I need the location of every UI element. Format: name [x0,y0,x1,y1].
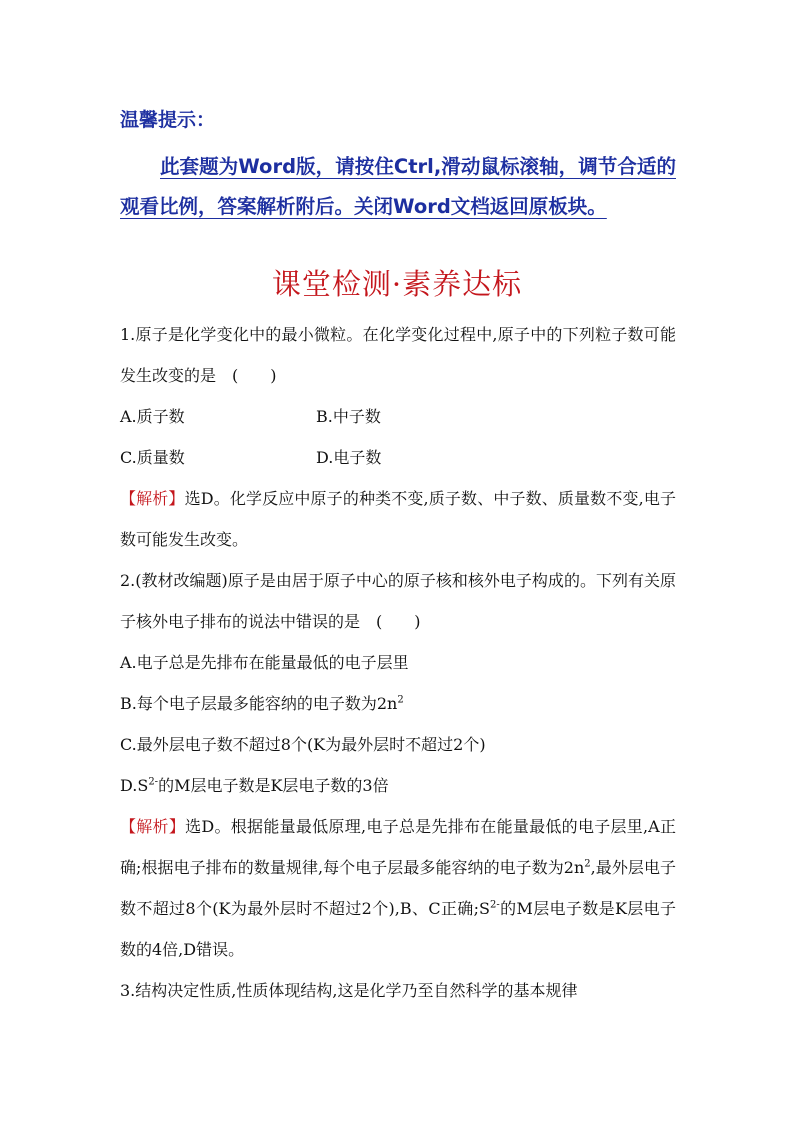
q2-option-d [120,765,676,806]
notice-title: 温馨提示： [120,109,216,131]
q1-option-a: A.质子数 [120,407,185,426]
q2-option-a: A.电子总是先排布在能量最低的电子层里 [120,653,409,672]
q2-option-d-pre: D.S [120,776,149,795]
q1-options-row-2 [120,437,676,478]
q2-option-d-sup: 2- [148,776,159,788]
q2-option-b-sup: 2 [397,694,404,706]
q1-option-b: B.中子数 [316,407,381,426]
q1-analysis-text: 选D。化学反应中原子的种类不变,质子数、中子数、质量数不变,电子数可能发生改变。 [120,489,676,549]
q2-analysis-part3: 的M层电子数是K层电子数的4倍,D错误。 [120,899,676,959]
q2-stem: 2.(教材改编题)原子是由居于原子中心的原子核和核外电子构成的。下列有关原子核外电子排布的说法中错误的是 ( ) [120,571,676,631]
q1-options-row-1 [120,396,676,437]
q1-option-c: C.质量数 [120,448,185,467]
q3-stem: 3.结构决定性质,性质体现结构,这是化学乃至自然科学的基本规律 [120,981,578,1000]
questions [120,314,676,1011]
q2-option-d-post: 的M层电子数是K层电子数的3倍 [158,776,389,795]
q1-analysis-label: 【解析】 [120,489,185,508]
q2-analysis-sup1: 2 [584,858,591,870]
q1-option-d: D.电子数 [316,448,382,467]
q2-option-b-text: B.每个电子层最多能容纳的电子数为2n [120,694,398,713]
q2-analysis-label: 【解析】 [120,817,186,836]
q2-analysis-part1: 选D。根据能量最低原理,电子总是先排布在能量最低的电子层里,A正确;根据电子排布的数量规律,每个电子层最多能容纳的电子数为2n [120,817,676,877]
q2-option-b [120,683,676,724]
q2-analysis-sup2: 2- [490,899,500,911]
q1-analysis [120,478,676,560]
q1-stem: 1.原子是化学变化中的最小微粒。在化学变化过程中,原子中的下列粒子数可能发生改变的是 ( ) [120,325,676,385]
section-title: 课堂检测·素养达标 [271,267,523,301]
q2-analysis-part2: ,最外层电子数不超过8个(K为最外层时不超过2个),B、C正确;S [120,858,676,918]
notice-body: 此套题为Word版，请按住Ctrl,滑动鼠标滚轴，调节合适的观看比例，答案解析附后。关闭Word文档返回原板块。 [120,155,676,218]
q2-option-c: C.最外层电子数不超过8个(K为最外层时不超过2个) [120,735,486,754]
q2-analysis [120,806,676,970]
